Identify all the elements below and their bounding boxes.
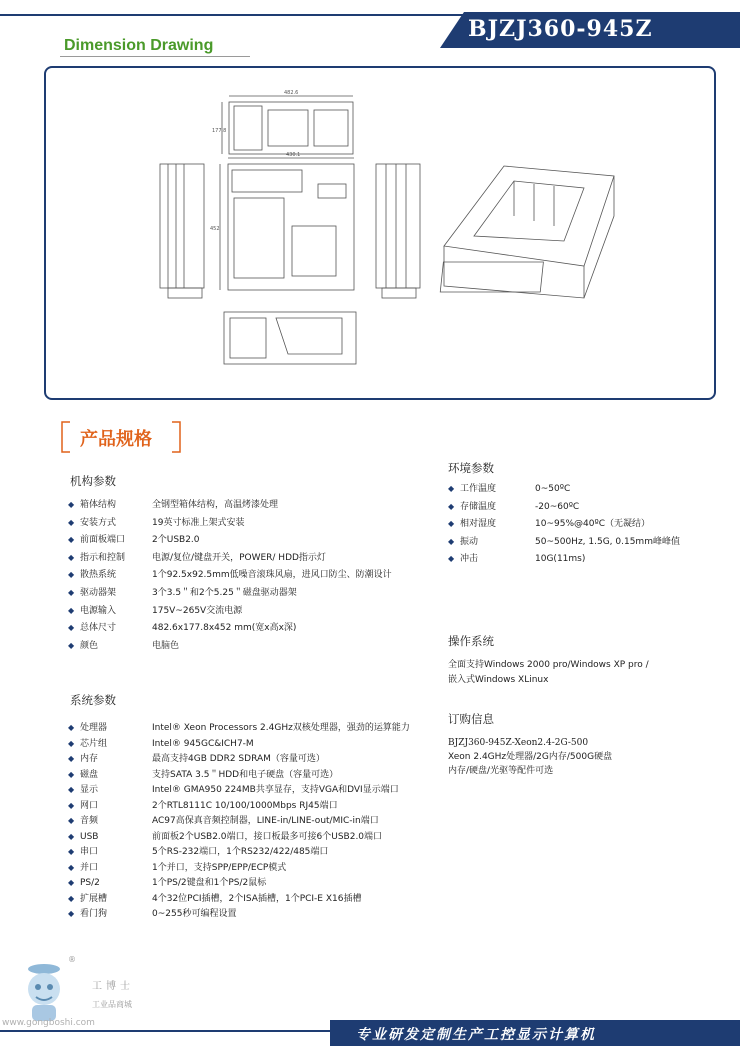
system-label: 内存 xyxy=(80,754,99,764)
mechanical-value: 1个92.5x92.5mm低噪音滚珠风扇，进风口防尘、防潮设计 xyxy=(152,570,392,581)
mechanical-row xyxy=(68,552,326,564)
diamond-bullet-icon: ◆ xyxy=(68,517,75,527)
environment-value: 10~95%@40ºC（无凝结） xyxy=(535,519,650,529)
mechanical-value: 全钢型箱体结构，高温烤漆处理 xyxy=(152,500,279,510)
system-label: 磁盘 xyxy=(80,769,99,780)
system-row xyxy=(68,738,254,750)
system-row xyxy=(68,862,287,874)
diamond-bullet-icon: ◆ xyxy=(68,535,75,545)
system-value: 1个PS/2键盘和1个PS/2鼠标 xyxy=(152,878,267,888)
watermark-registered: ® xyxy=(68,955,76,964)
watermark-url: www.gongboshi.com xyxy=(2,1018,95,1028)
system-row xyxy=(68,722,410,734)
mechanical-value: 19英寸标准上架式安装 xyxy=(152,517,245,528)
mechanical-label: 散热系统 xyxy=(80,570,117,581)
mechanical-label: 前面板端口 xyxy=(80,535,126,546)
diamond-bullet-icon: ◆ xyxy=(68,588,75,597)
diamond-bullet-icon: ◆ xyxy=(448,519,455,528)
diamond-bullet-icon: ◆ xyxy=(68,831,75,841)
system-label: 网口 xyxy=(80,800,99,811)
front-view-top xyxy=(222,96,353,154)
diamond-bullet-icon: ◆ xyxy=(68,862,75,872)
environment-row xyxy=(448,501,580,513)
environment-label: 冲击 xyxy=(460,554,479,564)
diamond-bullet-icon: ◆ xyxy=(68,640,75,650)
system-label: 串口 xyxy=(80,847,99,857)
diamond-bullet-icon: ◆ xyxy=(68,723,75,732)
top-height-label: 177.8 xyxy=(212,128,227,134)
system-label: 音频 xyxy=(80,816,99,826)
diamond-bullet-icon: ◆ xyxy=(68,909,75,918)
system-heading: 系统参数 xyxy=(70,693,116,707)
model-title: BJZJ360-945Z xyxy=(468,16,653,42)
header-rule xyxy=(0,14,500,16)
system-label: 显示 xyxy=(80,785,99,795)
system-value: Intel® Xeon Processors 2.4GHz双核处理器，强劲的运算能力 xyxy=(152,723,410,733)
diamond-bullet-icon: ◆ xyxy=(68,623,75,633)
mechanical-label: 箱体结构 xyxy=(80,500,117,510)
mechanical-row xyxy=(68,622,297,634)
diamond-bullet-icon: ◆ xyxy=(68,785,75,794)
system-value: 支持SATA 3.5＂HDD和电子硬盘（容量可选） xyxy=(152,769,339,780)
diamond-bullet-icon: ◆ xyxy=(68,878,75,887)
system-row xyxy=(68,769,339,781)
os-line-2: 嵌入式Windows XLinux xyxy=(448,675,549,685)
mechanical-label: 总体尺寸 xyxy=(80,623,117,634)
mechanical-row xyxy=(68,534,200,546)
environment-row xyxy=(448,553,586,565)
system-value: 1个并口，支持SPP/EPP/ECP模式 xyxy=(152,862,287,873)
mechanical-row xyxy=(68,569,392,581)
diamond-bullet-icon: ◆ xyxy=(68,605,75,615)
mechanical-value: 2个USB2.0 xyxy=(152,535,200,546)
os-line-1: 全面支持Windows 2000 pro/Windows XP pro / xyxy=(448,660,649,670)
mechanical-label: 驱动器架 xyxy=(80,588,117,598)
diamond-bullet-icon: ◆ xyxy=(68,738,75,748)
order-line-2: Xeon 2.4GHz处理器/2G内存/500G硬盘 xyxy=(448,752,613,762)
environment-value: 10G(11ms) xyxy=(535,554,586,564)
mechanical-label: 电源输入 xyxy=(80,605,117,616)
environment-row xyxy=(448,483,571,495)
environment-row xyxy=(448,518,650,530)
system-value: 2个RTL8111C 10/100/1000Mbps RJ45端口 xyxy=(152,800,338,811)
system-label: 扩展槽 xyxy=(80,893,108,904)
mid-depth-label: 452 xyxy=(210,226,220,232)
mechanical-heading: 机构参数 xyxy=(70,474,116,488)
footer-rule xyxy=(0,1030,330,1032)
diamond-bullet-icon: ◆ xyxy=(68,552,75,562)
diamond-bullet-icon: ◆ xyxy=(448,501,455,511)
mechanical-row xyxy=(68,605,243,617)
system-row xyxy=(68,877,267,889)
front-view-bottom xyxy=(224,312,356,364)
environment-label: 工作温度 xyxy=(460,484,497,494)
environment-row xyxy=(448,536,680,548)
system-value: AC97高保真音频控制器，LINE-in/LINE-out/MIC-in端口 xyxy=(152,816,379,826)
environment-label: 存储温度 xyxy=(460,501,497,512)
left-side-view xyxy=(160,164,204,298)
dimension-drawing xyxy=(44,66,716,400)
system-value: 0~255秒可编程设置 xyxy=(152,909,237,919)
diamond-bullet-icon: ◆ xyxy=(448,536,455,546)
mechanical-label: 指示和控制 xyxy=(80,552,126,563)
system-value: 前面板2个USB2.0端口，接口板最多可接6个USB2.0端口 xyxy=(152,831,383,842)
system-value: 4个32位PCI插槽，2个ISA插槽，1个PCI-E X16插槽 xyxy=(152,893,362,904)
mechanical-value: 电脑色 xyxy=(152,640,180,651)
environment-value: -20~60ºC xyxy=(535,501,580,512)
system-row xyxy=(68,800,338,812)
diamond-bullet-icon: ◆ xyxy=(448,554,455,563)
footer-slogan: 专业研发定制生产工控显示计算机 xyxy=(356,1027,596,1043)
mechanical-label: 安装方式 xyxy=(80,517,117,528)
environment-label: 相对湿度 xyxy=(460,519,497,529)
right-side-view xyxy=(376,164,420,298)
title-underline xyxy=(60,56,250,57)
system-row xyxy=(68,908,237,920)
spec-title: 产品规格 xyxy=(80,429,152,450)
diamond-bullet-icon: ◆ xyxy=(68,570,75,580)
diamond-bullet-icon: ◆ xyxy=(448,484,455,493)
order-heading: 订购信息 xyxy=(448,712,494,726)
top-width-label: 482.6 xyxy=(284,90,299,96)
mechanical-row xyxy=(68,587,297,599)
system-label: 并口 xyxy=(80,862,99,873)
system-value: 最高支持4GB DDR2 SDRAM（容量可选） xyxy=(152,754,325,764)
system-value: Intel® 945GC&ICH7-M xyxy=(152,738,254,749)
system-label: 处理器 xyxy=(80,723,108,733)
top-band xyxy=(0,0,740,10)
watermark-mascot-icon xyxy=(12,955,82,1025)
environment-value: 50~500Hz, 1.5G, 0.15mm峰峰值 xyxy=(535,536,680,547)
environment-label: 振动 xyxy=(460,536,479,547)
diamond-bullet-icon: ◆ xyxy=(68,500,75,509)
mechanical-row xyxy=(68,640,180,652)
system-row xyxy=(68,831,383,843)
diamond-bullet-icon: ◆ xyxy=(68,754,75,763)
dimension-drawing-title: Dimension Drawing xyxy=(64,37,214,54)
order-line-1: BJZJ360-945Z-Xeon2.4-2G-500 xyxy=(448,738,589,748)
diamond-bullet-icon: ◆ xyxy=(68,800,75,810)
mid-width-label: 430.1 xyxy=(286,152,301,158)
system-label: 看门狗 xyxy=(80,909,108,919)
mechanical-value: 482.6x177.8x452 mm(宽x高x深) xyxy=(152,623,297,634)
isometric-view xyxy=(440,166,614,298)
os-heading: 操作系统 xyxy=(448,634,494,648)
system-row xyxy=(68,784,399,796)
mechanical-value: 175V~265V交流电源 xyxy=(152,605,243,616)
order-line-3: 内存/硬盘/光驱等配件可选 xyxy=(448,766,554,776)
diamond-bullet-icon: ◆ xyxy=(68,847,75,856)
system-value: 5个RS-232端口，1个RS232/422/485端口 xyxy=(152,847,329,857)
system-label: PS/2 xyxy=(80,878,100,888)
system-row xyxy=(68,815,379,827)
mechanical-value: 电源/复位/键盘开关，POWER/ HDD指示灯 xyxy=(152,552,326,563)
watermark-sub: 工业品商城 xyxy=(92,1000,132,1009)
mechanical-label: 颜色 xyxy=(80,640,99,651)
system-label: 芯片组 xyxy=(80,738,108,749)
environment-heading: 环境参数 xyxy=(448,461,494,475)
watermark-name: 工博士 xyxy=(92,981,134,992)
system-row xyxy=(68,893,362,905)
mechanical-row xyxy=(68,517,245,529)
internal-top-view xyxy=(220,158,354,290)
system-value: Intel® GMA950 224MB共享显存，支持VGA和DVI显示端口 xyxy=(152,785,399,795)
diamond-bullet-icon: ◆ xyxy=(68,893,75,903)
mechanical-row xyxy=(68,499,279,511)
mechanical-value: 3个3.5＂和2个5.25＂磁盘驱动器架 xyxy=(152,588,297,598)
diamond-bullet-icon: ◆ xyxy=(68,769,75,779)
environment-value: 0~50ºC xyxy=(535,484,571,494)
diamond-bullet-icon: ◆ xyxy=(68,816,75,825)
system-row xyxy=(68,846,329,858)
system-row xyxy=(68,753,325,765)
system-label: USB xyxy=(80,831,99,842)
